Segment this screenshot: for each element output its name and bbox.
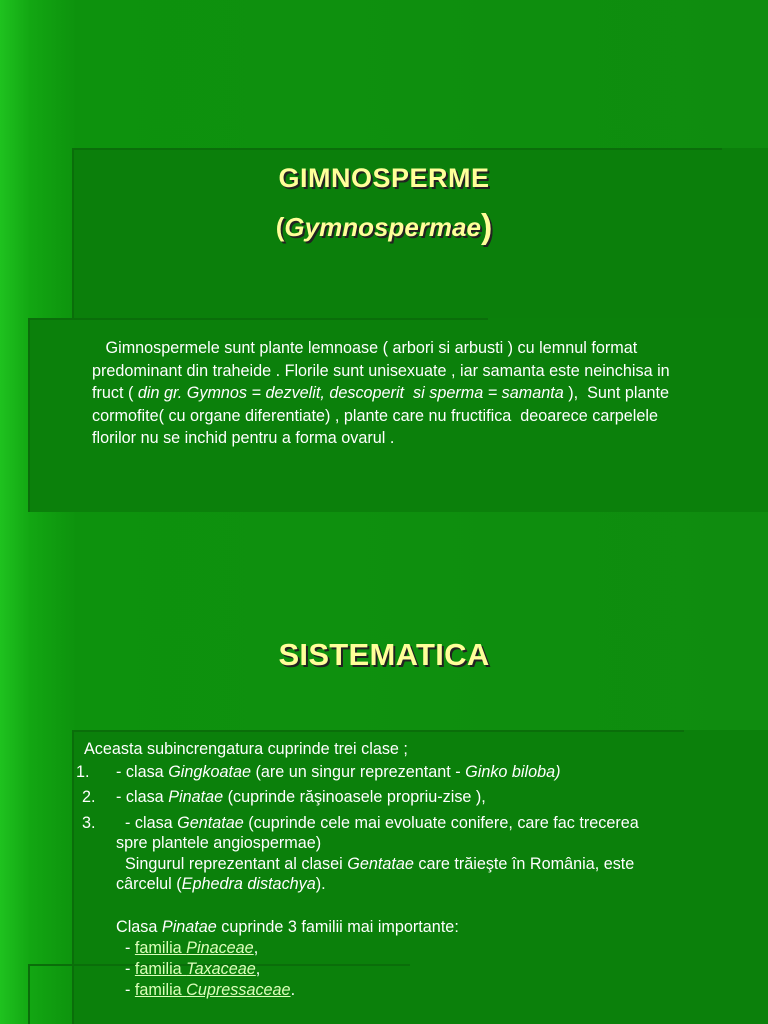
classification-list bbox=[76, 738, 756, 999]
etymology-text: din gr. Gymnos = dezvelit, descoperit si sperma = samanta bbox=[137, 384, 564, 402]
note-text: ). bbox=[315, 875, 326, 893]
family-name: Taxaceae bbox=[186, 960, 256, 978]
paragraph-text: ), Sunt plante cormofite( cu organe diferentiate) , plante care nu fructifica deoarece carpelele florilor nu se inchid pentru a forma ovarul . bbox=[92, 384, 674, 447]
list-number: 3. bbox=[82, 813, 96, 832]
link-text: familia bbox=[134, 939, 187, 957]
class-name: Pinatae bbox=[161, 917, 217, 936]
divider bbox=[72, 730, 684, 732]
note-line bbox=[116, 853, 768, 876]
link-text: familia bbox=[134, 960, 187, 978]
punctuation: , bbox=[255, 960, 261, 978]
section-title: SISTEMATICA bbox=[278, 637, 490, 672]
note-text: care trăieşte în România, este bbox=[413, 854, 635, 873]
subtitle-open-paren: ( bbox=[275, 212, 285, 242]
family-link-cupressaceae[interactable] bbox=[135, 981, 291, 999]
family-name: Pinaceae bbox=[186, 939, 254, 957]
list-number: 2. bbox=[82, 788, 96, 806]
item-text: (cuprinde cele mai evoluate conifere, care fac trecerea bbox=[243, 813, 639, 832]
list-item bbox=[82, 812, 762, 835]
bullet: - bbox=[116, 939, 135, 957]
link-text: familia bbox=[134, 981, 187, 999]
families-text: cuprinde 3 familii mai importante: bbox=[216, 917, 459, 936]
item-text: - clasa bbox=[116, 762, 169, 781]
description-paragraph bbox=[92, 337, 675, 450]
item-text: (are un singur reprezentant - bbox=[250, 762, 466, 781]
class-name: Gentatae bbox=[347, 854, 414, 873]
list-item bbox=[82, 786, 762, 809]
class-name: Gingkoatae bbox=[168, 762, 251, 781]
subtitle-latin-name: Gymnospermae bbox=[284, 212, 481, 242]
families-intro bbox=[116, 916, 768, 939]
species-name: Ephedra distachya bbox=[181, 875, 316, 893]
punctuation: , bbox=[253, 939, 259, 957]
class-name: Pinatae bbox=[168, 788, 224, 806]
family-item bbox=[116, 980, 768, 1001]
class-name: Gentatae bbox=[177, 813, 244, 832]
item-text: - clasa bbox=[116, 813, 178, 832]
note-line bbox=[116, 873, 768, 896]
family-item bbox=[116, 959, 768, 980]
list-item bbox=[76, 761, 756, 784]
note-text: cârcelul ( bbox=[116, 875, 182, 893]
species-name: Ginko biloba) bbox=[465, 762, 561, 781]
bullet: - bbox=[116, 981, 135, 999]
item-text-continued: spre plantele angiospermae) bbox=[116, 834, 322, 852]
divider bbox=[72, 730, 74, 1024]
divider bbox=[72, 148, 722, 150]
paragraph-text: Gimnospermele sunt plante lemnoase ( arbori si arbusti ) cu lemnul format predominant din traheide . Florile sunt unisexuate , iar samanta este neinchisa in fruct ( bbox=[92, 339, 675, 402]
divider bbox=[28, 318, 488, 320]
subtitle-close-paren: ) bbox=[480, 208, 493, 246]
families-text: Clasa bbox=[116, 917, 162, 936]
punctuation: . bbox=[290, 981, 296, 999]
note-text: Singurul reprezentant al clasei bbox=[116, 854, 348, 873]
item-text: (cuprinde răşinoasele propriu-zise ), bbox=[223, 788, 486, 806]
item-text: - clasa bbox=[116, 788, 169, 806]
slide-title: GIMNOSPERME bbox=[278, 163, 490, 193]
bullet: - bbox=[116, 960, 135, 978]
family-link-taxaceae[interactable] bbox=[135, 960, 256, 978]
family-name: Cupressaceae bbox=[186, 981, 291, 999]
slide-subtitle bbox=[0, 208, 768, 247]
intro-text: Aceasta subincrengatura cuprinde trei clase ; bbox=[84, 740, 408, 758]
family-link-pinaceae[interactable] bbox=[135, 939, 254, 957]
divider bbox=[28, 318, 30, 512]
family-item bbox=[116, 938, 768, 959]
list-number: 1. bbox=[76, 762, 90, 781]
divider bbox=[28, 964, 30, 1024]
